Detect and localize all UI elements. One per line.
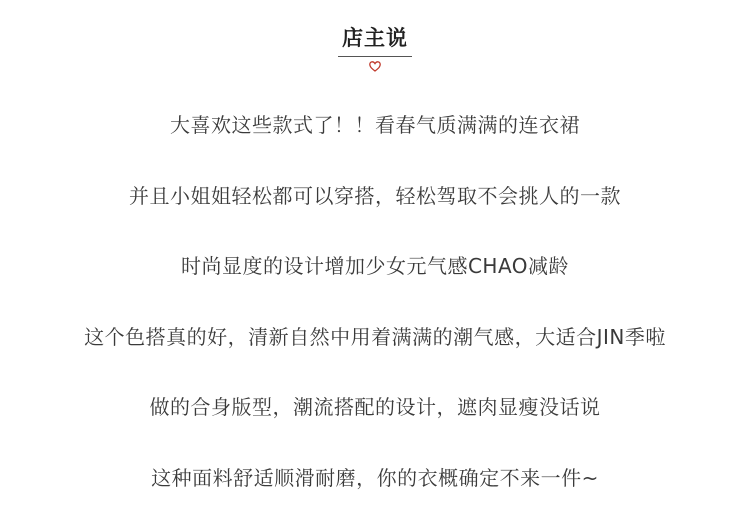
description-line: 并且小姐姐轻松都可以穿搭，轻松驾取不会挑人的一款 bbox=[0, 179, 750, 250]
description-lines bbox=[0, 108, 750, 531]
description-line: 这个色搭真的好，清新自然中用着满满的潮气感，大适合JIN季啦 bbox=[0, 320, 750, 391]
description-line: 这种面料舒适顺滑耐磨，你的衣概确定不来一件~ bbox=[0, 461, 750, 531]
title-divider bbox=[338, 56, 412, 57]
header bbox=[0, 24, 750, 72]
description-line: 做的合身版型，潮流搭配的设计，遮肉显瘦没话说 bbox=[0, 390, 750, 461]
description-line: 时尚显度的设计增加少女元气感CHAO减龄 bbox=[0, 249, 750, 320]
description-line: 大喜欢这些款式了！！看春气质满满的连衣裙 bbox=[0, 108, 750, 179]
heart-icon bbox=[369, 61, 381, 72]
page-title: 店主说 bbox=[342, 24, 408, 52]
